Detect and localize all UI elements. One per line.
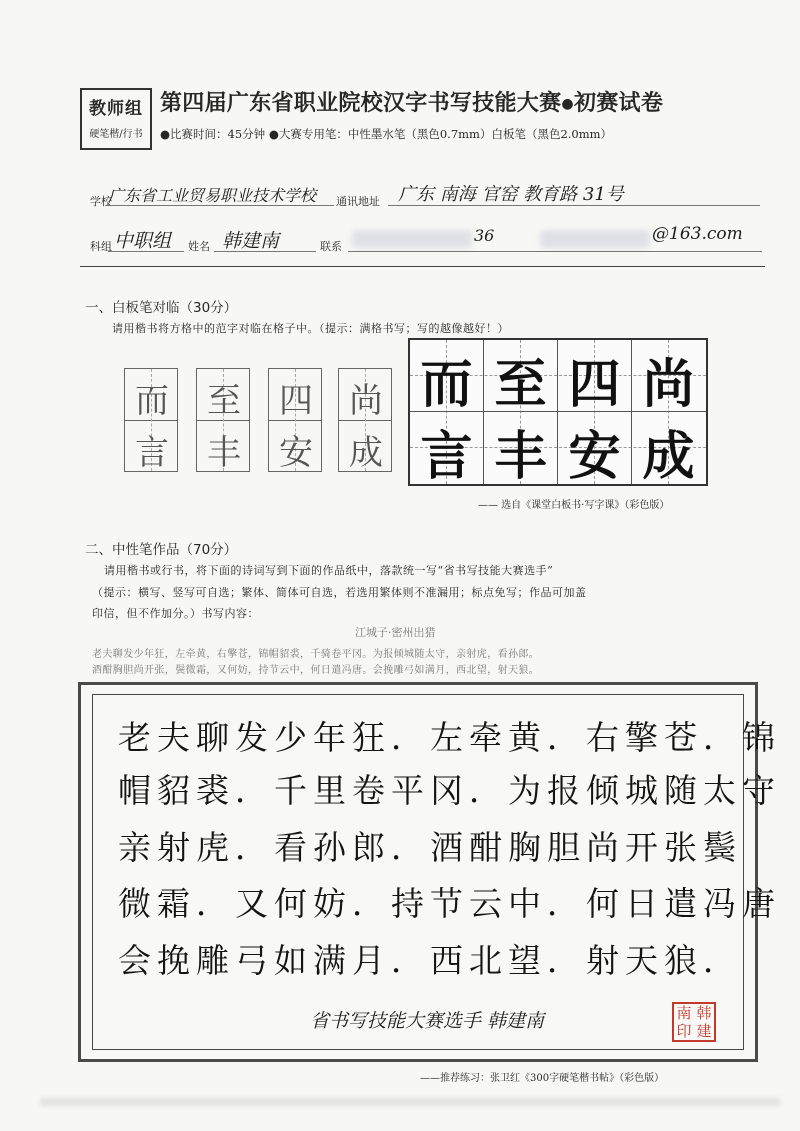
model-char: 至 — [494, 355, 547, 415]
copy-char: 尚 — [349, 381, 383, 421]
artwork-signature: 省书写技能大赛选手 韩建南 — [310, 1010, 545, 1032]
name-label: 姓名 — [188, 240, 210, 253]
school-label: 学校 — [90, 195, 112, 208]
copy-char: 丰 — [207, 433, 241, 473]
poem-reference-line: 酒酣胸胆尚开张，鬓微霜，又何妨，持节云中，何日遣冯唐。会挽雕弓如满月，西北望，射天狼。 — [92, 665, 540, 676]
seal-char: 韩 — [696, 1004, 712, 1022]
contact-label: 联系 — [320, 240, 342, 253]
name-value: 韩建南 — [222, 230, 280, 252]
seal-char: 建 — [696, 1022, 712, 1040]
address-label: 通讯地址 — [336, 195, 380, 208]
exam-rules: ●比赛时间：45分钟 ●大赛专用笔：中性墨水笔（黑色0.7mm）白板笔（黑色2.0mm） — [160, 127, 613, 141]
copy-char: 而 — [135, 381, 169, 421]
school-underline — [106, 205, 334, 206]
copy-char: 言 — [135, 433, 169, 473]
school-value: 广东省工业贸易职业技术学校 — [108, 186, 317, 205]
copy-cell — [124, 368, 178, 472]
exam-title — [160, 86, 760, 117]
info-divider — [80, 266, 765, 267]
model-char: 安 — [568, 427, 621, 487]
model-char: 成 — [642, 427, 695, 487]
copy-cell — [196, 368, 250, 472]
section2-instruction: 请用楷书或行书，将下面的诗词写到下面的作品纸中，落款统一写“省书写技能大赛选手” — [104, 564, 554, 577]
copy-cell — [338, 368, 392, 472]
copy-cell — [268, 368, 322, 472]
artwork-line: 会挽雕弓如满月．西北望．射天狼． — [118, 941, 742, 980]
exam-title-suffix: 初赛试卷 — [573, 91, 664, 116]
section2-title: 二、中性笔作品（70分） — [85, 542, 238, 558]
title-dot: ● — [561, 96, 574, 112]
seal-char: 印 — [676, 1022, 692, 1040]
subject-underline — [108, 251, 184, 252]
group-title: 教师组 — [89, 99, 143, 119]
address-underline — [388, 205, 760, 206]
model-char: 言 — [420, 427, 473, 487]
contact-underline — [348, 251, 762, 252]
red-seal — [672, 1002, 716, 1042]
contact-partial: 36 — [474, 226, 495, 245]
footer-recommendation: ——推荐练习：张卫红《300字硬笔楷书帖》（彩色版） — [420, 1073, 665, 1084]
section2-instruction: 印信，但不作加分。）书写内容： — [92, 607, 259, 620]
exam-title-main: 第四届广东省职业院校汉字书写技能大赛 — [160, 91, 562, 116]
copy-char: 安 — [279, 433, 313, 473]
artwork-line: 微霜．又何妨．持节云中．何日遣冯唐 — [118, 884, 781, 923]
model-char: 丰 — [494, 427, 547, 487]
copy-char: 至 — [207, 381, 241, 421]
model-char: 四 — [568, 355, 621, 415]
model-char: 而 — [420, 355, 473, 415]
subject-value: 中职组 — [114, 230, 172, 252]
model-character-grid — [408, 338, 708, 486]
name-underline — [214, 251, 316, 252]
artwork-line: 帽貂裘．千里卷平冈．为报倾城随太守 — [118, 771, 781, 810]
subject-label: 科组 — [90, 240, 112, 253]
section1-instruction: 请用楷书将方格中的范字对临在格子中。（提示：满格书写；写的越像越好！） — [112, 322, 509, 335]
model-char: 尚 — [642, 355, 695, 415]
poem-reference-line: 老夫聊发少年狂，左牵黄，右擎苍，锦帽貂裘，千骑卷平冈。为报倾城随太守，亲射虎，看孙郎。 — [92, 649, 540, 660]
copy-char: 四 — [279, 381, 313, 421]
scan-edge — [40, 1098, 780, 1106]
model-caption: —— 选自《课堂白板书·写字课》（彩色版） — [478, 500, 670, 511]
address-value: 广东 南海 官窑 教育路 31号 — [398, 184, 624, 205]
redacted-phone — [352, 230, 472, 248]
redacted-email — [540, 230, 650, 248]
poem-title: 江城子·密州出猎 — [355, 626, 436, 639]
seal-char: 南 — [676, 1004, 692, 1022]
section2-instruction: （提示：横写、竖写可自选；繁体、简体可自选，若选用繁体则不准漏用；标点免写；作品可加盖 — [92, 586, 587, 599]
section1-title: 一、白板笔对临（30分） — [85, 300, 238, 316]
group-subtitle: 硬笔楷/行书 — [89, 129, 143, 140]
email-partial: @163.com — [652, 224, 743, 244]
copy-char: 成 — [349, 433, 383, 473]
artwork-line: 老夫聊发少年狂．左牵黄．右擎苍．锦 — [118, 718, 781, 757]
artwork-line: 亲射虎．看孙郎．酒酣胸胆尚开张鬓 — [118, 828, 742, 867]
group-badge — [80, 88, 152, 150]
